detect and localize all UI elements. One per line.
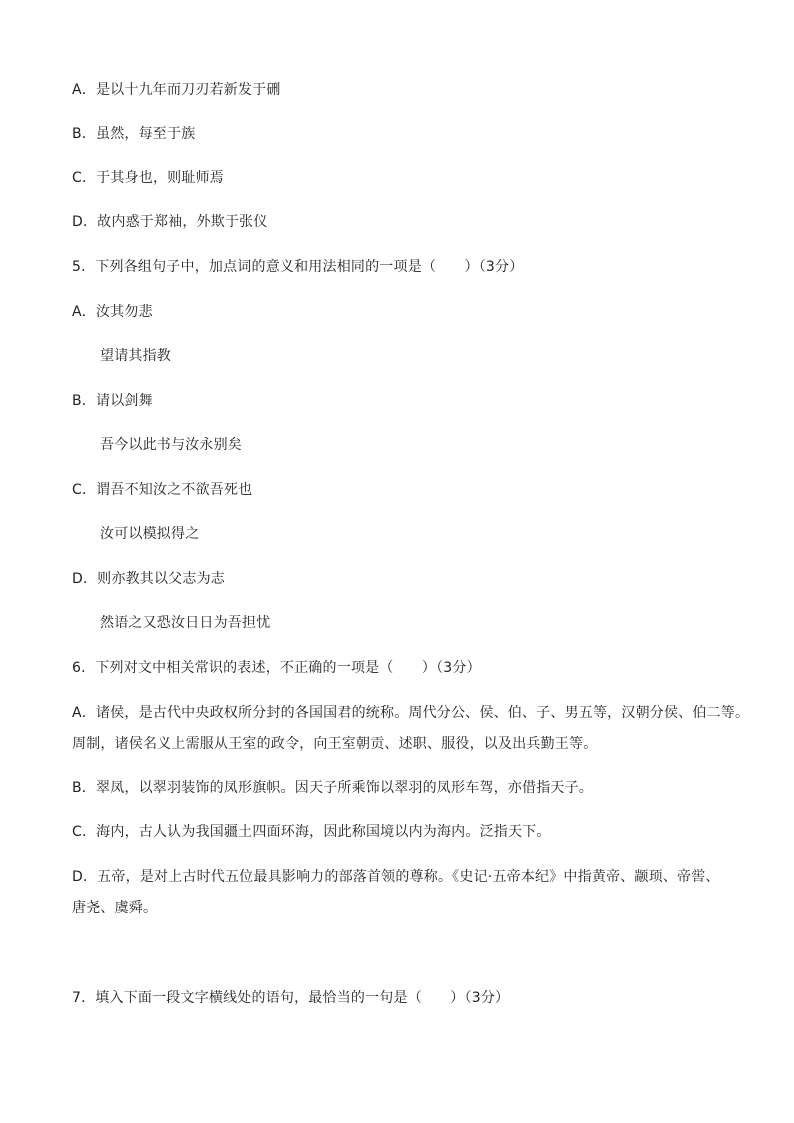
question-5: 5．下列各组句子中，加点词的意义和用法相同的一项是（ ）（3分） (72, 259, 524, 275)
option-d-q6-line2: 唐尧、虞舜。 (72, 900, 158, 916)
option-b-q5-line2: 吾今以此书与汝永别矣 (100, 437, 242, 453)
option-c-q4: C．于其身也，则耻师焉 (72, 170, 224, 186)
option-c-q5-line2: 汝可以模拟得之 (100, 526, 200, 542)
question-7: 7．填入下面一段文字横线处的语句，最恰当的一句是（ ）（3分） (72, 990, 510, 1006)
option-d-q6-line1: D．五帝，是对上古时代五位最具影响力的部落首领的尊称。《史记·五帝本纪》中指黄帝、颛顼、帝喾、 (72, 869, 720, 885)
option-b-q4: B．虽然，每至于族 (72, 126, 196, 142)
question-6: 6．下列对文中相关常识的表述，不正确的一项是（ ）（3分） (72, 660, 481, 676)
option-a-q4: A．是以十九年而刀刃若新发于硎 (72, 82, 281, 98)
option-b-q6: B．翠凤，以翠羽装饰的凤形旗帜。因天子所乘饰以翠羽的凤形车驾，亦借指天子。 (72, 780, 594, 796)
option-d-q5-line2: 然语之又恐汝日日为吾担忧 (100, 615, 271, 631)
option-a-q5-line2: 望请其指教 (100, 348, 171, 364)
option-d-q4: D．故内惑于郑袖，外欺于张仪 (72, 214, 268, 230)
option-b-q5-line1: B．请以剑舞 (72, 393, 153, 409)
option-c-q5-line1: C．谓吾不知汝之不欲吾死也 (72, 482, 253, 498)
option-a-q6-line1: A．诸侯，是古代中央政权所分封的各国国君的统称。周代分公、侯、伯、子、男五等，汉朝分侯、伯二等。 (72, 705, 750, 721)
option-c-q6: C．海内，古人认为我国疆土四面环海，因此称国境以内为海内。泛指天下。 (72, 824, 551, 840)
option-a-q6-line2: 周制，诸侯名义上需服从王室的政令，向王室朝贡、述职、服役，以及出兵勤王等。 (72, 736, 598, 752)
option-d-q5-line1: D．则亦教其以父志为志 (72, 571, 225, 587)
option-a-q5-line1: A．汝其勿悲 (72, 304, 153, 320)
